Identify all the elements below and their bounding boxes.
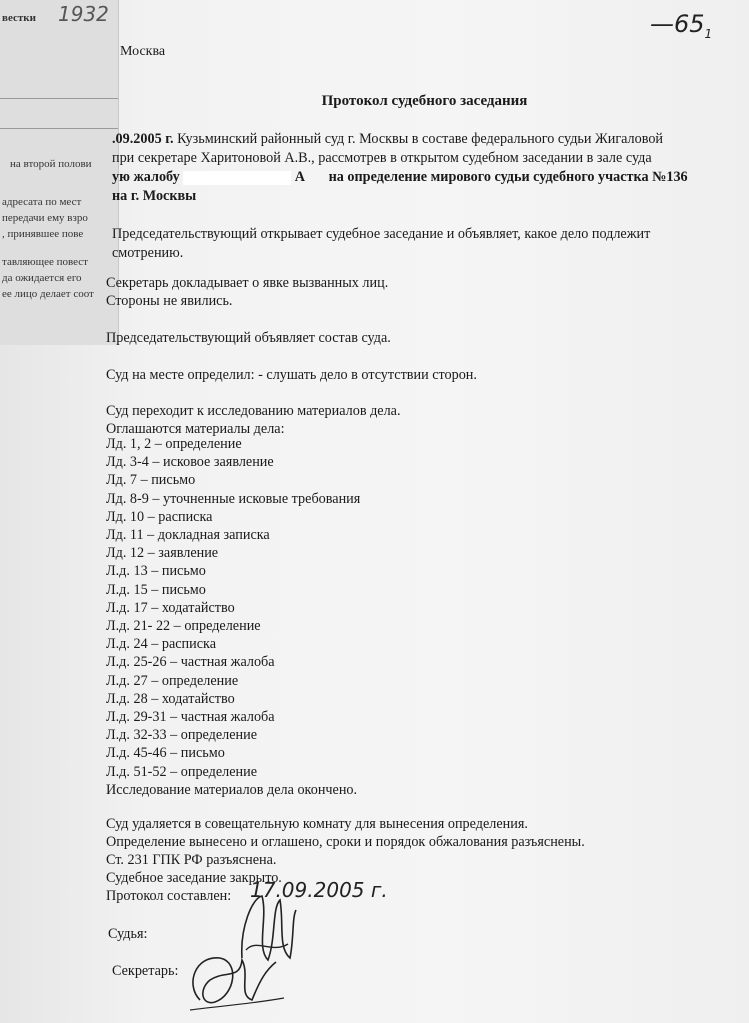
closing-line-4: Судебное заседание закрыто. bbox=[106, 870, 282, 886]
list-item: Л.д. 45-46 – письмо bbox=[106, 745, 225, 762]
opening-paragraph bbox=[112, 225, 726, 263]
intro-line-2: при секретаре Харитоновой А.В., рассмотрев в открытом судебном заседании в зале суда bbox=[112, 150, 652, 166]
underpage-line: передачи ему взро bbox=[2, 212, 88, 224]
list-item: Л.д. 13 – письмо bbox=[106, 563, 206, 580]
list-item: Лд. 11 – докладная записка bbox=[106, 527, 270, 544]
handwritten-protocol-date: 17.09.2005 г. bbox=[250, 878, 388, 902]
handwritten-page-number: $—65_1$ bbox=[650, 10, 713, 41]
intro-line-3c: на определение мирового судьи судебного участка №136 bbox=[328, 169, 688, 185]
court-composition: Председательствующий объявляет состав суда. bbox=[106, 330, 391, 346]
judge-label: Судья: bbox=[108, 926, 148, 942]
intro-line-4: на г. Москвы bbox=[112, 188, 197, 204]
list-item: Л.д. 28 – ходатайство bbox=[106, 690, 235, 707]
protocol-label: Протокол составлен: bbox=[106, 888, 232, 904]
session-date: .09.2005 г. bbox=[112, 131, 174, 147]
secretary-report: Секретарь докладывает о явке вызванных лиц. bbox=[106, 275, 389, 291]
underpage-line: адресата по мест bbox=[2, 196, 82, 208]
list-item: Лд. 7 – письмо bbox=[106, 472, 196, 489]
list-item: Л.д. 21- 22 – определение bbox=[106, 618, 261, 635]
document-title: Протокол судебного заседания bbox=[321, 93, 528, 109]
list-item: Лд. 1, 2 – определение bbox=[106, 436, 242, 452]
list-item: Лд. 10 – расписка bbox=[106, 508, 213, 525]
list-item: Л.д. 15 – письмо bbox=[106, 581, 206, 598]
materials-list bbox=[106, 435, 360, 799]
research-end: Исследование материалов дела окончено. bbox=[106, 781, 358, 798]
list-item: Л.д. 24 – расписка bbox=[106, 636, 217, 653]
intro-text: Кузьминский районный суд г. Москвы в составе федерального судьи Жигаловой bbox=[173, 131, 664, 147]
list-item: Л.д. 32-33 – определение bbox=[106, 727, 258, 744]
list-item: Л.д. 17 – ходатайство bbox=[106, 599, 235, 616]
redaction-box bbox=[183, 171, 291, 185]
list-item: Л.д. 29-31 – частная жалоба bbox=[106, 709, 275, 726]
list-item: Л.д. 27 – определение bbox=[106, 672, 239, 689]
underpage-line: ее лицо делает соот bbox=[2, 288, 94, 300]
closing-line-3: Ст. 231 ГПК РФ разъяснена. bbox=[106, 852, 277, 868]
list-item: Л.д. 25-26 – частная жалоба bbox=[106, 654, 275, 671]
materials-header: Оглашаются материалы дела: bbox=[106, 421, 285, 437]
opening-line-2: смотрению. bbox=[112, 245, 184, 261]
closing-line-2: Определение вынесено и оглашено, сроки и порядок обжалования разъяснены. bbox=[106, 834, 585, 850]
secretary-label: Секретарь: bbox=[112, 963, 179, 979]
underpage-title: вестки bbox=[2, 12, 36, 24]
intro-line-3b: А bbox=[294, 169, 306, 185]
city: Москва bbox=[120, 44, 166, 59]
intro-paragraph bbox=[112, 130, 726, 206]
list-item: Лд. 12 – заявление bbox=[106, 545, 219, 562]
underpage-handwritten-number: 1932 bbox=[58, 2, 109, 26]
parties-absent: Стороны не явились. bbox=[106, 293, 233, 309]
research-start: Суд переходит к исследованию материалов дела. bbox=[106, 403, 401, 419]
opening-line-1: Председательствующий открывает судебное заседание и объявляет, какое дело подлежит bbox=[112, 226, 651, 242]
list-item: Лд. 3-4 – исковое заявление bbox=[106, 454, 274, 471]
list-item: Л.д. 51-52 – определение bbox=[106, 763, 258, 780]
closing-line-1: Суд удаляется в совещательную комнату для вынесения определения. bbox=[106, 816, 528, 832]
underpage-line: да ожидается его bbox=[2, 272, 82, 284]
underpage-line: , принявшее пове bbox=[2, 228, 84, 240]
intro-line-3a: ую жалобу bbox=[112, 169, 180, 185]
court-decision: Суд на месте определил: - слушать дело в отсутствии сторон. bbox=[106, 367, 477, 383]
underpage-line: тавляющее повест bbox=[2, 256, 88, 268]
secretary-signature bbox=[180, 940, 290, 1020]
list-item: Лд. 8-9 – уточненные исковые требования bbox=[106, 490, 361, 507]
underpage-rule bbox=[0, 128, 118, 129]
underlying-page-fragment bbox=[0, 0, 119, 345]
underpage-line: на второй полови bbox=[10, 158, 92, 170]
